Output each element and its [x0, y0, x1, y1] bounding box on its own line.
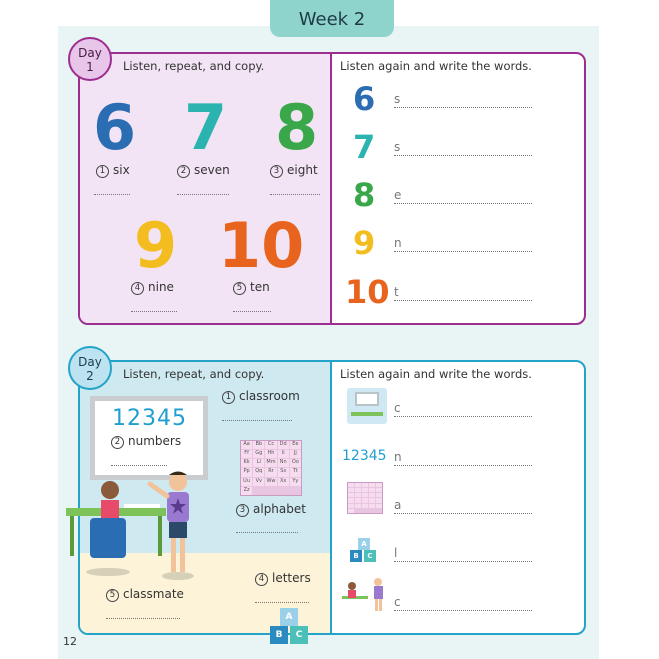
copy-line-numbers[interactable]	[111, 465, 167, 466]
mini-desk	[351, 412, 383, 416]
write-line[interactable]	[394, 203, 532, 204]
small-number-six: 6	[353, 80, 376, 118]
starting-letter: s	[394, 92, 401, 106]
starting-letter: c	[394, 401, 401, 415]
alphabet-cell	[355, 498, 361, 502]
alphabet-cell	[362, 483, 368, 487]
alphabet-chart	[240, 440, 302, 496]
write-line[interactable]	[394, 155, 532, 156]
alphabet-cell	[355, 488, 361, 492]
day2-badge	[68, 346, 112, 390]
alphabet-cell: Tt	[290, 468, 301, 476]
day1-badge-day: Day	[78, 46, 102, 60]
word-eight: 3 eight	[270, 163, 318, 178]
index-circle: 3	[270, 165, 283, 178]
boy-leg	[180, 538, 185, 572]
boy-shorts	[169, 522, 187, 538]
desk-leg	[158, 516, 162, 556]
block-c: C	[290, 626, 308, 644]
day2-badge-num: 2	[86, 369, 94, 383]
starting-letter: a	[394, 498, 402, 512]
alphabet-cell	[362, 498, 368, 502]
small-number-nine: 9	[353, 224, 376, 262]
big-number-seven: 7	[184, 91, 228, 164]
alphabet-cell: Uu	[241, 478, 252, 486]
alphabet-cell	[355, 493, 361, 497]
word-seven: 2 seven	[177, 163, 230, 178]
index-circle: 4	[131, 282, 144, 295]
alphabet-cell	[355, 504, 361, 508]
starting-letter: n	[394, 236, 402, 250]
alphabet-cell: Cc	[265, 441, 276, 449]
small-number-seven: 7	[353, 128, 376, 166]
starting-letter: n	[394, 450, 402, 464]
alphabet-cell: Yy	[290, 478, 301, 486]
paper	[124, 504, 160, 508]
word-classroom: 1 classroom	[222, 389, 300, 404]
day2-instruction-right: Listen again and write the words.	[340, 367, 532, 381]
small-number-eight: 8	[353, 176, 376, 214]
alphabet-cell	[376, 498, 382, 502]
day2-instruction-left: Listen, repeat, and copy.	[123, 367, 265, 381]
alphabet-cell	[348, 488, 354, 492]
big-number-eight: 8	[275, 91, 319, 164]
chair	[90, 518, 126, 558]
copy-line-ten[interactable]	[233, 311, 271, 312]
alphabet-cell	[369, 493, 375, 497]
alphabet-cell: Ee	[290, 441, 301, 449]
alphabet-cell: Ff	[241, 450, 252, 458]
write-line[interactable]	[394, 610, 532, 611]
write-line[interactable]	[394, 107, 532, 108]
alphabet-cell: Nn	[278, 459, 289, 467]
numbers-icon: 12345	[342, 448, 387, 464]
alphabet-cell	[376, 493, 382, 497]
write-line[interactable]	[394, 300, 532, 301]
alphabet-cell	[348, 504, 354, 508]
alphabet-cell	[376, 488, 382, 492]
day1-badge-num: 1	[86, 60, 94, 74]
day2-badge-day: Day	[78, 355, 102, 369]
alphabet-cell: Ll	[253, 459, 264, 467]
index-circle: 1	[96, 165, 109, 178]
starting-letter: e	[394, 188, 402, 202]
alphabet-cell: Aa	[241, 441, 252, 449]
alphabet-cell	[348, 498, 354, 502]
alphabet-cell: Ww	[265, 478, 276, 486]
word-alphabet: 3 alphabet	[236, 502, 306, 517]
alphabet-cell: Xx	[278, 478, 289, 486]
copy-line-six[interactable]	[94, 194, 130, 195]
week-label: Week 2	[298, 9, 366, 30]
write-line[interactable]	[394, 416, 532, 417]
alphabet-cell	[362, 504, 368, 508]
whiteboard-numbers: 12345	[112, 406, 187, 431]
alphabet-cell	[362, 488, 368, 492]
letter-blocks-icon	[264, 608, 316, 648]
big-number-ten: 10	[218, 209, 305, 282]
classmates-illustration	[66, 468, 216, 583]
copy-line-alphabet[interactable]	[236, 532, 298, 533]
alphabet-cell: Ss	[278, 468, 289, 476]
word-six: 1 six	[96, 163, 130, 178]
write-line[interactable]	[394, 251, 532, 252]
write-line[interactable]	[394, 513, 532, 514]
boy-arm	[150, 484, 167, 496]
letter-blocks-small-icon: A B C	[348, 538, 384, 566]
alphabet-cell: Ii	[278, 450, 289, 458]
alphabet-cell	[355, 483, 361, 487]
starting-letter: c	[394, 595, 401, 609]
alphabet-cell	[369, 483, 375, 487]
alphabet-cell: Vv	[253, 478, 264, 486]
classmates-icon	[342, 576, 388, 614]
word-numbers: 2 numbers	[111, 434, 181, 449]
write-line[interactable]	[394, 465, 532, 466]
starting-letter: t	[394, 285, 399, 299]
alphabet-cell: Oo	[290, 459, 301, 467]
index-circle: 2	[177, 165, 190, 178]
boy-hair	[169, 472, 187, 476]
girl-head	[101, 481, 119, 499]
word-ten: 5 ten	[233, 280, 270, 295]
alphabet-cell: Qq	[253, 468, 264, 476]
block-a: A	[280, 608, 298, 626]
block-b: B	[270, 626, 288, 644]
alphabet-cell: Kk	[241, 459, 252, 467]
alphabet-cell	[348, 483, 354, 487]
alphabet-cell	[369, 488, 375, 492]
big-number-nine: 9	[134, 209, 178, 282]
day1-badge	[68, 37, 112, 81]
day1-instruction-left: Listen, repeat, and copy.	[123, 59, 265, 73]
desk-leg	[70, 516, 74, 556]
copy-line-seven[interactable]	[177, 194, 229, 195]
boy-leg	[171, 538, 176, 572]
shadow	[86, 568, 130, 576]
alphabet-cell	[369, 504, 375, 508]
alphabet-cell	[348, 493, 354, 497]
week-tab	[270, 0, 394, 37]
starting-letter: l	[394, 546, 398, 560]
alphabet-cell: Jj	[290, 450, 301, 458]
alphabet-cell	[369, 498, 375, 502]
girl-body	[101, 500, 119, 520]
index-circle: 5	[233, 282, 246, 295]
shadow	[162, 572, 194, 580]
word-classmate: 5 classmate	[106, 587, 184, 602]
alphabet-cell: Bb	[253, 441, 264, 449]
classroom-icon	[347, 388, 387, 424]
alphabet-cell	[348, 509, 354, 513]
word-letters: 4 letters	[255, 571, 311, 586]
small-number-ten: 10	[345, 273, 390, 311]
boy-head	[169, 473, 187, 491]
alphabet-cell: Hh	[265, 450, 276, 458]
alphabet-cell: Gg	[253, 450, 264, 458]
alphabet-icon	[347, 482, 383, 514]
mini-board	[355, 392, 379, 406]
alphabet-cell	[376, 483, 382, 487]
alphabet-cell	[376, 504, 382, 508]
alphabet-cell: Pp	[241, 468, 252, 476]
day1-instruction-right: Listen again and write the words.	[340, 59, 532, 73]
copy-line-nine[interactable]	[131, 311, 177, 312]
alphabet-cell: Mm	[265, 459, 276, 467]
copy-line-eight[interactable]	[270, 194, 320, 195]
alphabet-cell	[362, 493, 368, 497]
copy-line-classroom[interactable]	[222, 420, 292, 421]
alphabet-cell: Zz	[241, 487, 252, 495]
big-number-six: 6	[93, 91, 137, 164]
alphabet-cell: Rr	[265, 468, 276, 476]
starting-letter: s	[394, 140, 401, 154]
copy-line-classmate[interactable]	[106, 618, 180, 619]
word-nine: 4 nine	[131, 280, 174, 295]
copy-line-letters[interactable]	[255, 602, 309, 603]
page-number: 12	[63, 635, 77, 648]
alphabet-cell: Dd	[278, 441, 289, 449]
write-line[interactable]	[394, 561, 532, 562]
